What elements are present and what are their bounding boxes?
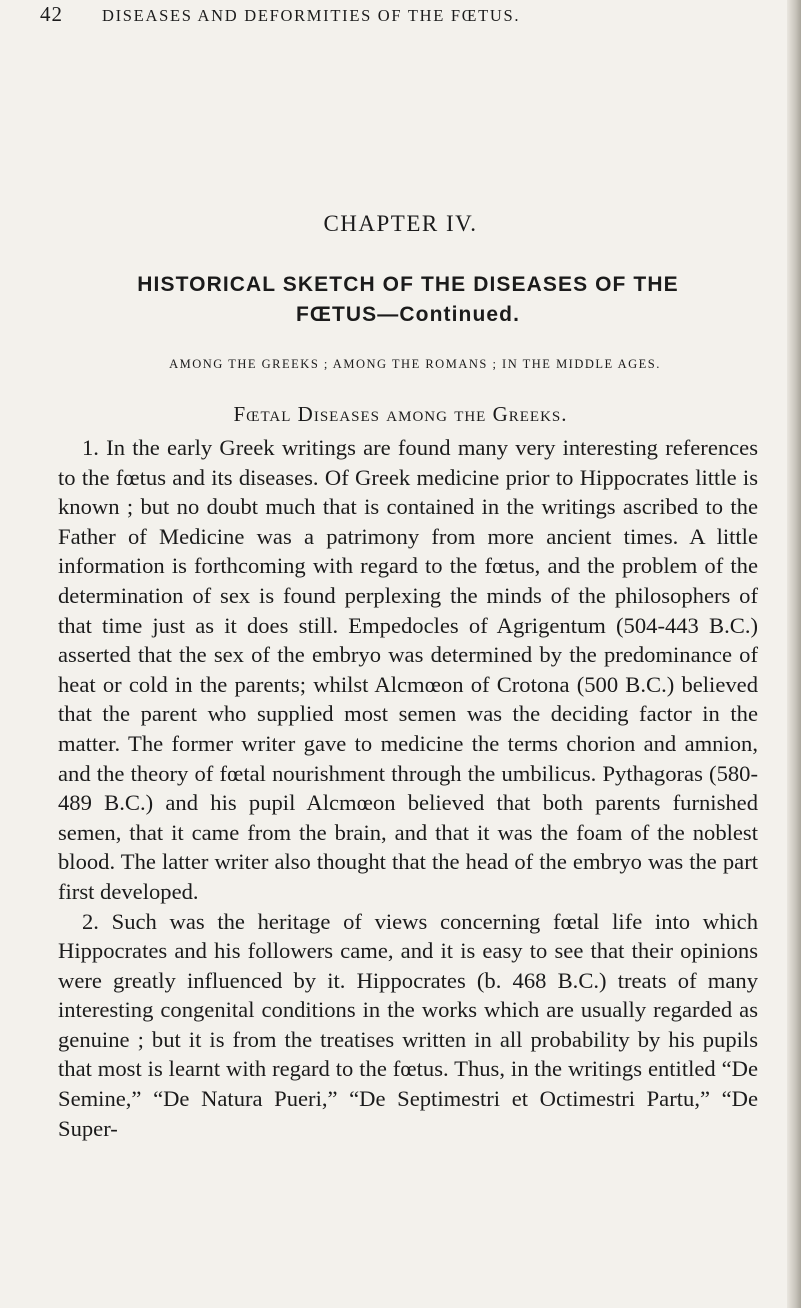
chapter-summary: AMONG THE GREEKS ; AMONG THE ROMANS ; IN THE MIDDLE AGES. xyxy=(169,357,661,371)
paragraph-number: 2. xyxy=(82,908,99,934)
chapter-title-line2: FŒTUS—Continued. xyxy=(295,303,521,326)
chapter-heading: CHAPTER IV. xyxy=(323,211,478,236)
paragraph-text: In the early Greek writings are found many very interesting references to the fœtus and its diseases. Of Greek medicine prior to Hippocrates little is known ; but no doubt much that is contained in the writings ascribed to the Father of Medicine was a patrimony from more ancient times. A little information is forthcoming with regard to the fœtus, and the problem of the determination of sex is found perplexing the minds of the philosophers of that time just as it does still. Empedocles of Agrigentum (504-443 B.C.) asserted that the sex of the embryo was determined by the predominance of heat or cold in the parents; whilst Alcmœon of Crotona (500 B.C.) believed that the parent who supplied most semen was the deciding factor in the matter. The former writer gave to medicine the terms chorion and amnion, and the theory of fœtal nourishment through the umbilicus. Pythagoras (580-489 B.C.) and his pupil Alcmœon believed that both parents furnished semen, that it came from the brain, and that it was the foam of the noblest blood. The latter writer also thought that the head of the embryo was the part first developed. xyxy=(58,435,758,904)
body-text xyxy=(58,433,758,1143)
chapter-title-line1: HISTORICAL SKETCH OF THE DISEASES OF THE xyxy=(137,273,679,296)
running-title: DISEASES AND DEFORMITIES OF THE FŒTUS. xyxy=(102,6,521,25)
section-subheading: Fœtal Diseases among the Greeks. xyxy=(233,402,568,426)
paragraph xyxy=(58,433,758,907)
running-head xyxy=(40,2,760,32)
chapter-title xyxy=(58,270,758,330)
paragraph xyxy=(58,907,758,1144)
paragraph-text: Such was the heritage of views concerning fœtal life into which Hippocrates and his followers came, and it is easy to see that their opinions were greatly influenced by it. Hippocrates (b. 468 B.C.) treats of many interesting congenital conditions in the works which are usually regarded as genuine ; but it is from the treatises written in all probability by his pupils that most is learnt with regard to the fœtus. Thus, in the writings entitled “De Semine,” “De Natura Pueri,” “De Septimestri et Octimestri Partu,” “De Super- xyxy=(58,908,758,1141)
page-number: 42 xyxy=(40,2,63,26)
paragraph-number: 1. xyxy=(82,435,99,460)
page-edge xyxy=(787,0,801,1308)
